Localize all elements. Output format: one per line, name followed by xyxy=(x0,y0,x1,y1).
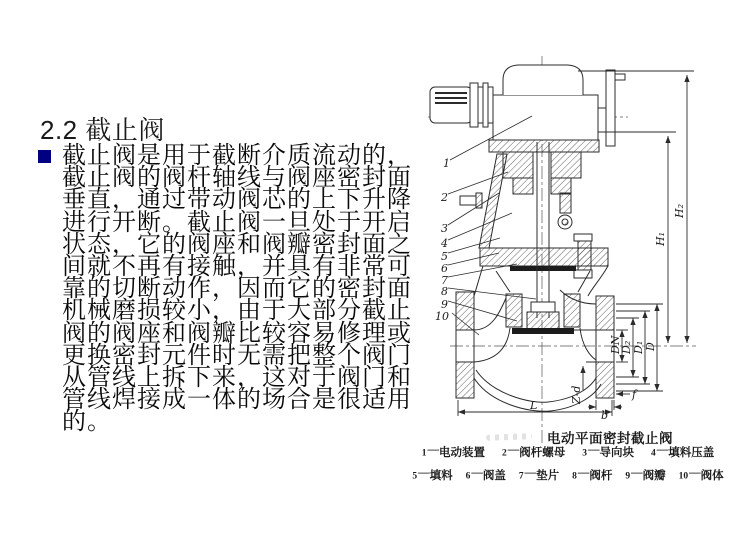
legend-item-label: 填料 xyxy=(429,470,453,482)
bullet-text-line: 靠的切断动作，因而它的密封面 xyxy=(62,276,412,303)
dim-label-dn: DN xyxy=(609,335,622,354)
bullet-text-line: 状态，它的阀座和阀瓣密封面之 xyxy=(62,231,412,258)
callout-1: 1 xyxy=(443,157,450,170)
dim-label-d: D xyxy=(644,342,657,351)
legend-dash: — xyxy=(656,444,669,456)
legend-item-number: 3 xyxy=(582,448,587,459)
legend-item-number: 9 xyxy=(625,471,631,482)
callout-7: 7 xyxy=(441,274,448,287)
bullet-text-line: 垂直，通过带动阀芯的上下升降 xyxy=(62,187,412,214)
legend-item-number: 1 xyxy=(421,448,427,459)
dim-label-l: L xyxy=(530,399,538,412)
slide-title: 2.2 截止阀 xyxy=(40,115,165,145)
callout-3: 3 xyxy=(441,222,448,235)
dim-label-h1: H₁ xyxy=(654,231,667,246)
legend-item xyxy=(519,467,559,483)
legend-item-number: 6 xyxy=(465,471,471,482)
dim-label-d1: D₁ xyxy=(632,340,645,354)
bullet-text-line: 间就不再有接触，并具有非常可 xyxy=(62,254,412,281)
legend-item xyxy=(572,467,612,483)
legend-item-number: 7 xyxy=(518,471,524,482)
valve-body xyxy=(456,266,614,411)
legend-item xyxy=(625,467,665,483)
bullet-text-line: 的。 xyxy=(62,409,112,436)
bullet-text-line: 更换密封元件时无需把整个阀门 xyxy=(62,342,412,369)
legend-dash: — xyxy=(507,444,520,456)
legend-dash: — xyxy=(471,467,483,479)
legend-item-label: 阀体 xyxy=(700,470,724,482)
legend-item xyxy=(679,467,724,483)
bullet-text-line: 截止阀是用于截断介质流动的， xyxy=(62,143,412,169)
legend-item-number: 10 xyxy=(678,471,689,482)
legend-item-label: 阀盖 xyxy=(482,470,506,482)
callout-6: 6 xyxy=(441,262,448,275)
legend-row-1 xyxy=(408,444,728,460)
legend-dash: — xyxy=(588,444,600,456)
legend-item-label: 阀杆 xyxy=(589,470,613,482)
dim-label-f: f xyxy=(632,388,637,401)
legend-row-2 xyxy=(408,467,728,483)
callout-10: 10 xyxy=(435,310,449,323)
legend-item-number: 4 xyxy=(651,448,656,459)
legend-item-label: 阀杆螺母 xyxy=(519,447,566,459)
bullet-text-line: 阀的阀座和阀瓣比较容易修理或 xyxy=(62,320,412,347)
legend-dash: — xyxy=(524,467,537,479)
callout-9: 9 xyxy=(441,298,448,311)
legend-item xyxy=(502,444,565,460)
legend-item-label: 垫片 xyxy=(536,470,560,482)
callout-5: 5 xyxy=(441,250,448,263)
legend-item-label: 阀瓣 xyxy=(642,470,666,482)
legend-item xyxy=(412,467,452,483)
callout-4: 4 xyxy=(441,237,448,250)
legend-dash: — xyxy=(577,467,590,479)
legend-item xyxy=(466,467,506,483)
bullet-text-line: 截止阀的阀杆轴线与阀座密封面 xyxy=(62,165,412,192)
legend-item xyxy=(422,444,485,460)
legend-item-number: 5 xyxy=(412,471,418,482)
dim-label-h2: H₂ xyxy=(673,203,686,218)
bullet-text-line: 管线焊接成一体的场合是很适用 xyxy=(62,387,412,414)
legend-item xyxy=(582,444,634,460)
callout-numbers xyxy=(435,157,450,323)
legend-item-number: 2 xyxy=(502,448,507,459)
callout-8: 8 xyxy=(441,285,448,298)
bullet-text-line: 进行开断。截止阀一旦处于开启 xyxy=(62,209,412,236)
legend-dash: — xyxy=(427,444,439,456)
dim-label-b: b xyxy=(601,409,609,422)
legend-item-label: 填料压盖 xyxy=(668,447,715,459)
legend-item-label: 导向块 xyxy=(599,447,634,459)
electric-actuator xyxy=(430,65,625,146)
legend-dash: — xyxy=(631,467,643,479)
bullet-text-line: 机械磨损较小，由于大部分截止 xyxy=(62,298,412,325)
legend-item-number: 8 xyxy=(572,471,577,482)
figure-caption: 电动平面密封截止阀 xyxy=(547,431,673,446)
figure-legend xyxy=(408,444,728,490)
legend-item-label: 电动装置 xyxy=(439,447,485,459)
legend-dash: — xyxy=(689,467,701,479)
legend-item xyxy=(651,444,714,460)
callout-2: 2 xyxy=(441,191,448,204)
bullet-text-line: 从管线上拆下来，这对于阀门和 xyxy=(62,365,412,392)
dim-label-zd: Z-d xyxy=(570,385,583,404)
legend-dash: — xyxy=(418,467,430,479)
dim-label-d2: D₂ xyxy=(620,340,633,354)
